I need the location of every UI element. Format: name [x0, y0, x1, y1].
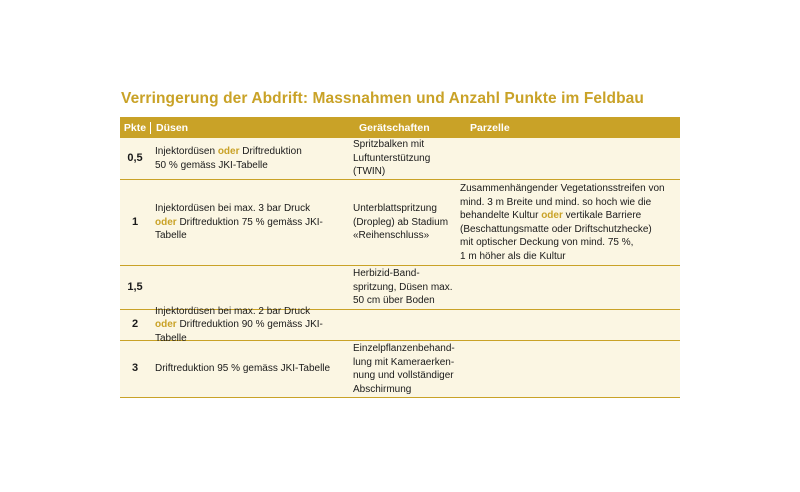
points-cell: 3 [131, 362, 139, 375]
duesen-cell [150, 305, 349, 344]
measures-table [120, 117, 680, 398]
table-header [120, 117, 680, 138]
duesen-cell [150, 180, 349, 265]
geraet-line: Spritzbalken mit [353, 139, 425, 151]
parzelle-cell [456, 266, 680, 309]
parzelle-line: mit optischer Deckung von mind. 75 %, [460, 237, 634, 248]
geraet-line: (TWIN) [353, 166, 386, 178]
geraet-line: (Dropleg) ab Stadium [353, 216, 449, 228]
or-word: oder [541, 210, 563, 221]
duesen-text: Driftreduktion 90 % gemäss JKI-Tabelle [155, 319, 323, 344]
points-cell: 1,5 [127, 280, 143, 293]
points-cell: 1 [131, 215, 139, 228]
parzelle-line: vertikale Barriere [565, 210, 642, 221]
geraet-cell [349, 310, 456, 340]
duesen-cell [150, 341, 349, 397]
parzelle-line: mind. 3 m Breite und mind. so hoch wie die [460, 196, 652, 208]
duesen-text: Driftreduktion 75 % gemäss JKI-Tabelle [155, 216, 323, 242]
header-pkte: Pkte [123, 121, 147, 134]
parzelle-line: 1 m höher als die Kultur [460, 250, 566, 262]
geraet-line: 50 cm über Boden [353, 295, 435, 307]
header-parzelle: Parzelle [470, 121, 510, 134]
page-title: Verringerung der Abdrift: Massnahmen und Anzahl Punkte im Feldbau [121, 90, 644, 107]
duesen-cell [150, 138, 349, 179]
duesen-text: Injektordüsen [155, 146, 216, 157]
header-duesen: Düsen [150, 122, 355, 134]
duesen-text: Injektordüsen bei max. 3 bar Druck [155, 203, 311, 215]
geraet-cell [349, 341, 456, 397]
geraet-cell [349, 180, 456, 265]
duesen-cell [150, 266, 349, 309]
geraet-line: Unterblattspritzung [353, 203, 437, 215]
header-geraetschaften: Gerätschaften [359, 121, 430, 134]
or-word: oder [217, 146, 240, 157]
duesen-text: Injektordüsen bei max. 2 bar Druck [155, 305, 311, 317]
parzelle-cell [456, 138, 680, 179]
geraet-line: «Reihenschluss» [353, 230, 430, 242]
table-row [120, 341, 680, 398]
points-cell: 2 [131, 318, 139, 331]
parzelle-cell [456, 310, 680, 340]
or-word: oder [155, 319, 177, 331]
geraet-line: spritzung, Düsen max. [353, 281, 453, 293]
geraet-line: Luftunterstützung [353, 152, 431, 164]
table-row [120, 138, 680, 180]
geraet-line: lung mit Kameraerken- [353, 356, 455, 368]
table-row [120, 305, 680, 344]
or-word: oder [155, 216, 177, 228]
duesen-text: Driftreduktion 95 % gemäss JKI-Tabelle [155, 363, 331, 375]
geraet-line: Abschirmung [353, 383, 412, 395]
parzelle-cell [456, 180, 680, 265]
table-row [120, 180, 680, 266]
points-cell: 0,5 [127, 151, 143, 164]
geraet-line: Einzelpflanzenbehand- [353, 343, 455, 354]
table-row [120, 266, 680, 310]
geraet-cell [349, 138, 456, 179]
duesen-text: 50 % gemäss JKI-Tabelle [155, 159, 268, 171]
parzelle-cell [456, 341, 680, 397]
duesen-text: Driftreduktion [242, 146, 302, 157]
parzelle-line: Zusammenhängender Vegetationsstreifen von [460, 183, 665, 194]
geraet-cell [349, 266, 456, 309]
parzelle-line: (Beschattungsmatte oder Driftschutzhecke) [460, 223, 652, 235]
geraet-line: nung und vollständiger [353, 370, 454, 381]
parzelle-line: behandelte Kultur [460, 210, 539, 221]
geraet-line: Herbizid-Band- [353, 268, 420, 280]
